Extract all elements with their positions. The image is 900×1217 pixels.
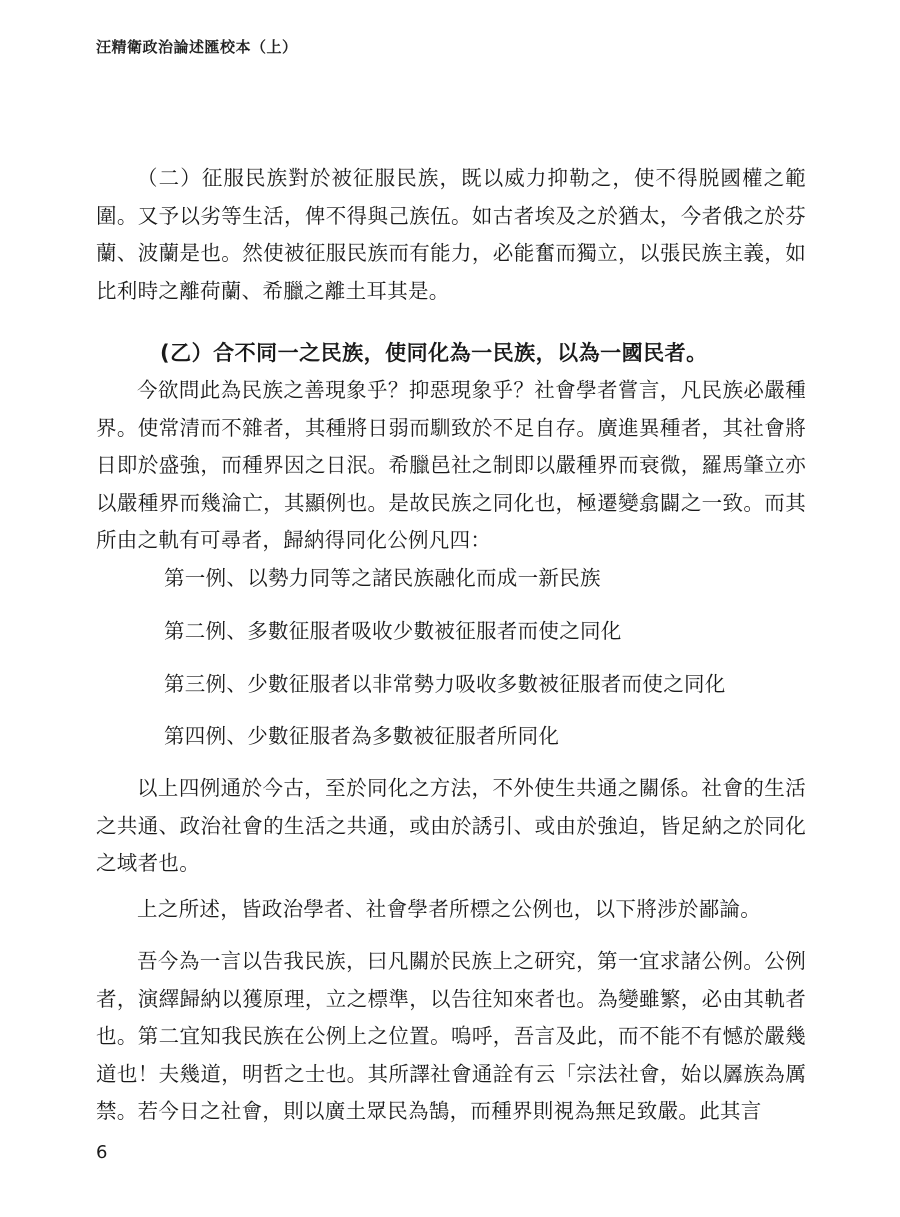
running-title: 汪精衛政治論述匯校本（上） [96, 38, 298, 56]
paragraph-four-examples: 以上四例通於今古，至於同化之方法，不外使生共通之關係。社會的生活之共通、政治社會的生活之共通，或由於誘引、或由於強迫，皆足納之於同化之域者也。 [96, 776, 806, 875]
body-paragraph [96, 891, 806, 929]
example-item: 第二例、多數征服者吸收少數被征服者而使之同化 [164, 619, 622, 643]
paragraph-subjugation: （二）征服民族對於被征服民族，既以威力抑勒之，使不得脱國權之範圍。又予以劣等生活，俾不得與己族伍。如古者埃及之於猶太，今者俄之於芬蘭、波蘭是也。然使被征服民族而有能力，必能奮而獨立，以張民族主義，如比利時之離荷蘭、希臘之離土耳其是。 [96, 166, 806, 303]
body-paragraph [96, 160, 806, 310]
paragraph-question: 今欲問此為民族之善現象乎？抑惡現象乎？社會學者嘗言，凡民族必嚴種界。使常清而不雜者，其種將日弱而馴致於不足自存。廣進異種者，其社會將日即於盛強，而種界因之日泯。希臘邑社之制即以嚴種界而衰微，羅馬肇立亦以嚴種界而幾淪亡，其顯例也。是故民族之同化也，極遷變翕闢之一致。而其所由之軌有可尋者，歸納得同化公例凡四： [96, 378, 806, 552]
body-paragraph [96, 943, 806, 1131]
example-item: 第一例、以勢力同等之諸民族融化而成一新民族 [164, 566, 601, 590]
example-item: 第三例、少數征服者以非常勢力吸收多數被征服者而使之同化 [164, 672, 726, 696]
body-paragraph [96, 372, 806, 560]
example-item: 第四例、少數征服者為多數被征服者所同化 [164, 724, 560, 748]
paragraph-above: 上之所述，皆政治學者、社會學者所標之公例也，以下將涉於鄙論。 [137, 897, 761, 921]
paragraph-my-view: 吾今為一言以告我民族，曰凡關於民族上之研究，第一宜求諸公例。公例者，演繹歸納以獲原理，立之標準，以告往知來者也。為變雖繁，必由其軌者也。第二宜知我民族在公例上之位置。嗚呼，吾言及此，而不能不有憾於嚴幾道也！夫幾道，明哲之士也。其所譯社會通詮有云「宗法社會，始以羼族為厲禁。若今日之社會，則以廣土眾民為鵠，而種界則視為無足致嚴。此其言 [96, 949, 806, 1123]
body-paragraph [96, 770, 806, 883]
section-heading: (乙）合不同一之民族，使同化為一民族，以為一國民者。 [160, 341, 708, 365]
page-number: 6 [96, 1142, 108, 1163]
